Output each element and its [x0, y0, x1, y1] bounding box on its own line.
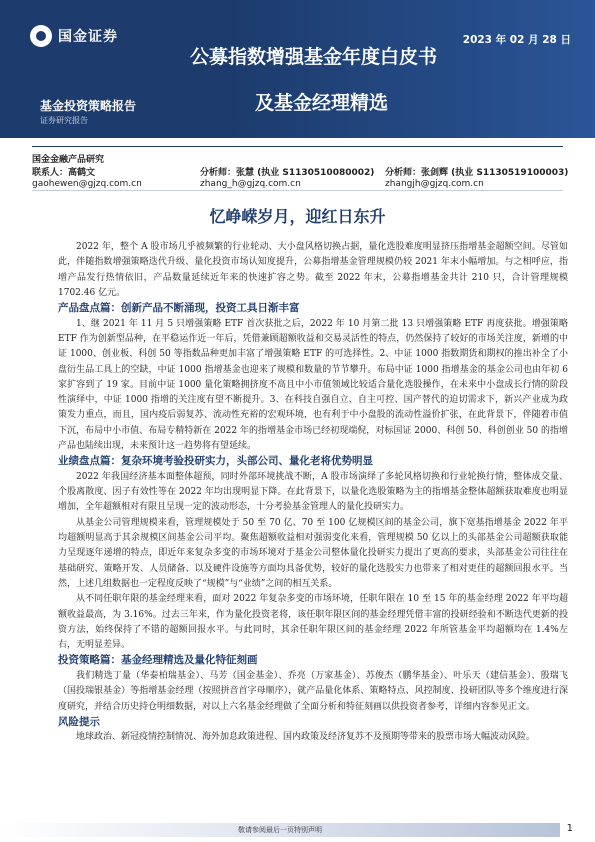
performance-paragraph-3: 从不同任职年限的基金经理来看，面对 2022 年复杂多变的市场环境，任职年限在 10 至 15 年的基金经理 2022 年平均超额收益最高，为 3.16%。过去三年来，作为量化投资老将，该任职年限区间的基金经理凭借丰富的投研经验和不断迭代更新的投资方法，始终保持了不错的超额回报水平。与此同时，其余任职年限区间的基金经理 2022 年所管基金平均超额均在 1.4%左右，无明显差异。	[58, 594, 568, 651]
section-heading-strategy: 投资策略篇：基金经理精选及量化特征刻画	[58, 654, 258, 667]
logo-icon	[30, 25, 52, 47]
report-date: 2023 年 02 月 28 日	[462, 34, 571, 46]
report-header	[0, 0, 595, 138]
analyst-2-email[interactable]: zhangjh@gjzq.com.cn	[385, 179, 484, 189]
report-title-line2: 及基金经理精选	[255, 92, 389, 114]
main-title: 忆峥嵘岁月，迎红日东升	[209, 207, 386, 226]
author-rule-bottom	[32, 190, 563, 191]
report-subtype: 证券研究报告	[40, 116, 88, 125]
company-logo	[30, 25, 118, 47]
section-heading-products: 产品盘点篇：创新产品不断涌现，投资工具日渐丰富	[58, 302, 300, 315]
contact-line	[32, 165, 95, 178]
author-rule-top	[32, 146, 563, 147]
products-paragraph: 1、继 2021 年 11 月 5 只增强策略 ETF 首次获批之后，2022 年 10 月第二批 13 只增强策略 ETF 再度获批。增强策略 ETF 作为创新型品种，在平稳运作近一年后，凭借兼顾超额收益和交易灵活性的特点，仍然保持了较好的市场关注度，新增的中证 1000、创业板、科创 50 等指数品种更加丰富了增强策略 ETF 的可选择性。2、中证 1000 指数期货和期权的推出补全了小盘衍生品工具上的空缺，中证 1000 指增基金也迎来了规模和数量的节节攀升。布局中证 1000 指增基金的基金公司也由年初 6 家扩容到了 19 家。目前中证 1000 量化策略拥挤度不高且中小市值领域比较适合量化选股操作，在未来中小盘成长行情的阶段性演绎中，中证 1000 指增的关注度有望不断提升。3、在科技自强自立、自主可控、国产替代的迫切需求下，新兴产业成为政策发力重点，而且，国内疫后弱复苏、流动性充裕的宏观环境，也有利于中小盘股的流动性溢价扩张，在此背景下，伴随着市值下沉，布局中小市值、布局专精特新在 2022 年的指增基金市场已经初现端倪，对标国证 2000、科创 50、科创创业 50 的指增产品也陆续出现，未来预计这一趋势将有望延续。	[58, 318, 568, 452]
intro-paragraph: 2022 年，整个 A 股市场几乎被频繁的行业轮动、大小盘风格切换占据，量化选股难度明显挤压指增基金超额空间。尽管如此，伴随指数增强策略迭代升级、量化投资市场认知度提升，公募指增基金管理规模仍较 2021 年末小幅增加。与之相呼应，指增产品发行热情依旧，产品数量延续近年来的快速扩容之势。截至 2022 年末，公募指增基金共计 210 只，合计管理规模 1702.46 亿元。	[58, 242, 568, 298]
footer-disclaimer: 敬请参阅最后一页特别声明	[238, 826, 322, 834]
page-number: 1	[566, 823, 573, 834]
strategy-paragraph: 我们精选丁量（华泰柏瑞基金）、马芳（国金基金）、乔亮（万家基金）、苏俊杰（鹏华基金）、叶乐天（建信基金）、殷瑞飞（国投瑞银基金）等指增基金经理（按照拼音首字母顺序），就产品量化体系、策略特点、风控制度、投研团队等多个维度进行深度研究，并结合历史持仓明细数据，对以上六名基金经理做了全面分析和特征刻画以供投资者参考，详细内容参见正文。	[58, 670, 568, 712]
page-footer	[0, 817, 595, 842]
report-type: 基金投资策略报告	[40, 99, 137, 113]
contact-email[interactable]: gaohewen@gjzq.com.cn	[32, 179, 142, 189]
analyst-1-email[interactable]: zhang_h@gjzq.com.cn	[200, 179, 301, 189]
analyst-1: 分析师：张慧 (执业 S1130510080002)	[200, 168, 375, 178]
contact-label: 联系人：	[32, 168, 69, 178]
report-body	[58, 240, 568, 746]
section-heading-risk: 风险提示	[58, 715, 100, 728]
performance-paragraph-2: 从基金公司管理规模来看，管理规模处于 50 至 70 亿、70 至 100 亿规模区间的基金公司，旗下宽基指增基金 2022 年平均超额明显高于其余规模区间基金公司平均。聚焦超额收益相对强弱变化来看，管理规模 50 亿以上的头部基金公司超额获取能力呈现逐年递增的特点，即近年来复杂多变的市场环境对于基金公司整体量化投研实力提出了更高的要求，头部基金公司往往在基础研究、策略开发、人员储备、以及硬件设施等方面均具备优势，较好的量化选股实力也带来了相对更佳的超额回报水平。当然，上述几组数据也一定程度反映了“规模”与“业绩”之间的相互关系。	[58, 517, 568, 589]
report-title-line1: 公募指数增强基金年度白皮书	[190, 46, 438, 68]
institute-name: 国金金融产品研究	[32, 155, 105, 165]
header-band	[225, 0, 595, 138]
contact-name: 高鹤文	[68, 168, 96, 178]
performance-paragraph-1: 2022 年我国经济基本面整体超预，同时外部环境挑战不断，A 股市场演绎了多轮风格切换和行业轮换行情，整体成交量、个股离散度、因子有效性等在 2022 年均出现明显下降。在此背景下，以量化选股策略为主的指增基金整体超额获取难度也明显增加，全年超额相对有限且呈现一定的波动形态，十分考验基金管理人的量化投研实力。	[58, 471, 568, 513]
risk-paragraph: 地球政治、新冠疫情控制情况、海外加息政策进程、国内政策及经济复苏不及预期等带来的股票市场大幅波动风险。	[76, 732, 536, 743]
analyst-2: 分析师：张剑辉 (执业 S1130519100003)	[385, 168, 569, 178]
section-heading-performance: 业绩盘点篇：复杂环境考验投研实力，头部公司、量化老将优势明显	[58, 455, 373, 468]
logo-text: 国金证券	[58, 29, 118, 45]
